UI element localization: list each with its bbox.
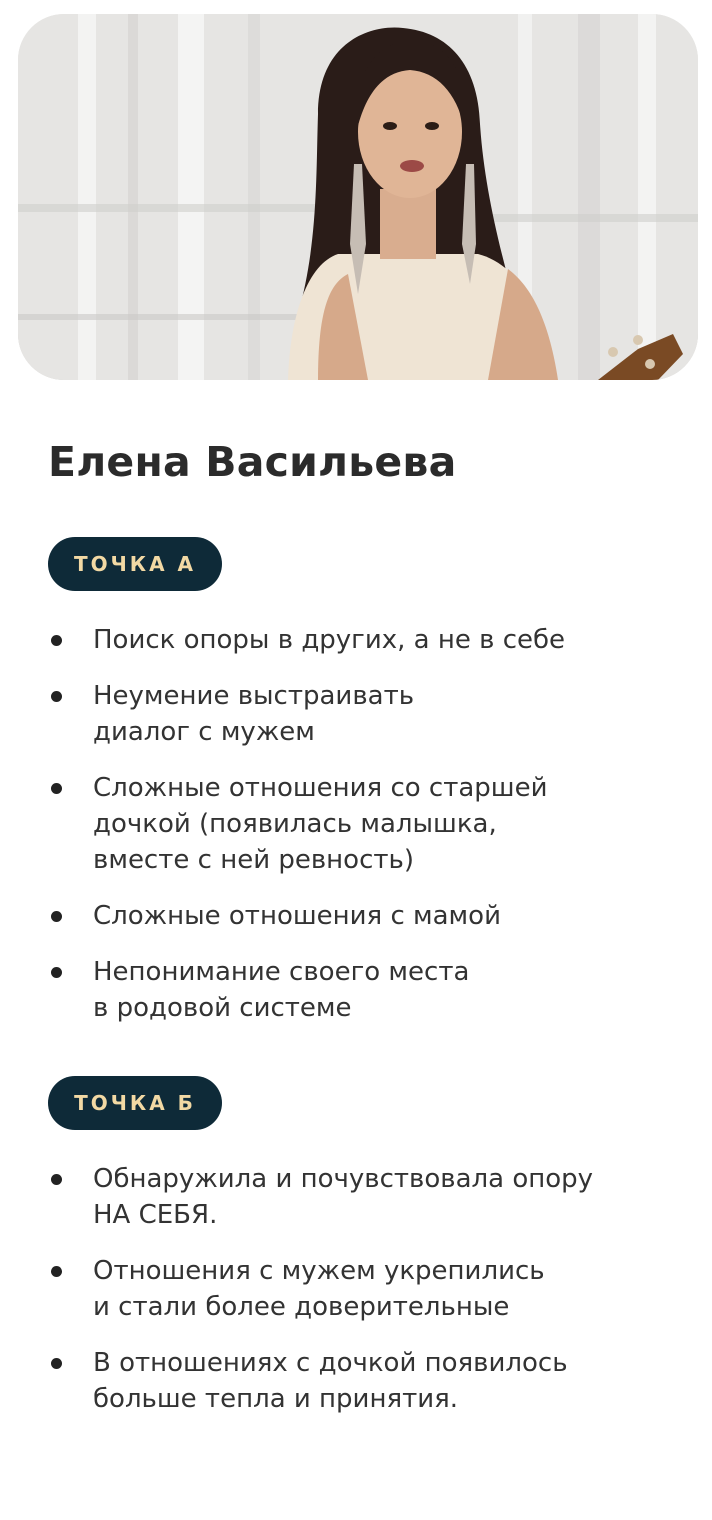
bullet-icon bbox=[51, 691, 62, 702]
woman-portrait-photo bbox=[18, 14, 698, 380]
bullet-icon bbox=[51, 967, 62, 978]
list-item: Непонимание своего места в родовой системе bbox=[48, 954, 668, 1026]
bullet-icon bbox=[51, 1358, 62, 1369]
bullet-icon bbox=[51, 1174, 62, 1185]
bullet-icon bbox=[51, 1266, 62, 1277]
profile-photo bbox=[18, 14, 698, 380]
badge-point-a: ТОЧКА А bbox=[48, 537, 222, 591]
list-item: Отношения с мужем укрепились и стали более доверительные bbox=[48, 1253, 668, 1325]
bullet-icon bbox=[51, 635, 62, 646]
point-b-list bbox=[48, 1161, 668, 1417]
badge-point-b: ТОЧКА Б bbox=[48, 1076, 222, 1130]
list-item: Неумение выстраивать диалог с мужем bbox=[48, 678, 668, 750]
list-item: Поиск опоры в других, а не в себе bbox=[48, 622, 668, 658]
bullet-icon bbox=[51, 783, 62, 794]
person-name: Елена Васильева bbox=[48, 438, 457, 486]
list-item: Сложные отношения с мамой bbox=[48, 898, 668, 934]
list-item: Сложные отношения со старшей дочкой (появилась малышка, вместе с ней ревность) bbox=[48, 770, 668, 878]
bullet-icon bbox=[51, 911, 62, 922]
list-item: В отношениях с дочкой появилось больше тепла и принятия. bbox=[48, 1345, 668, 1417]
list-item: Обнаружила и почувствовала опору НА СЕБЯ. bbox=[48, 1161, 668, 1233]
point-a-list bbox=[48, 622, 668, 1026]
